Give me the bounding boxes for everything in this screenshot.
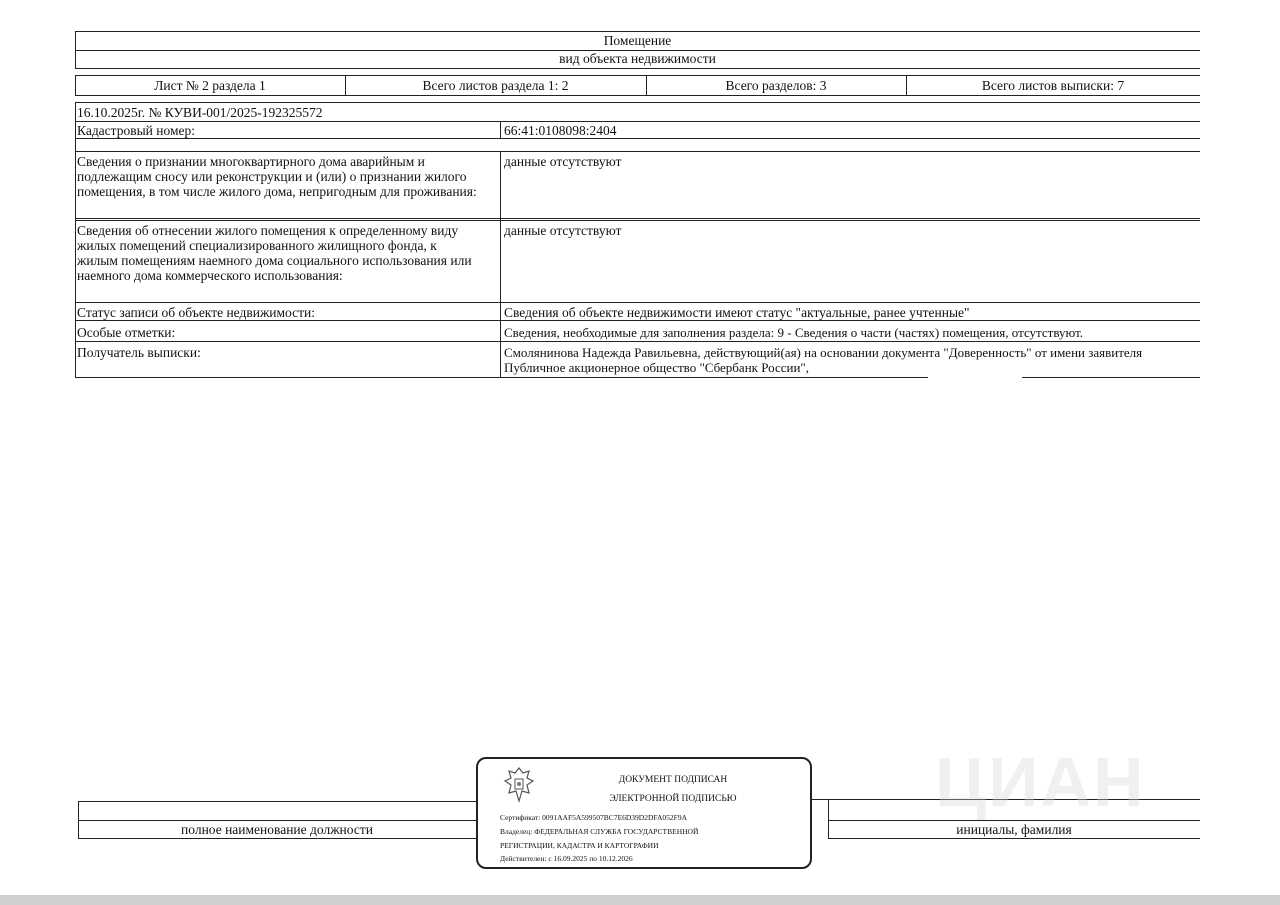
name-caption: инициалы, фамилия <box>956 822 1072 837</box>
specialized-fund-value: данные отсутствуют <box>504 223 622 238</box>
record-status-value: Сведения об объекте недвижимости имеют статус "актуальные, ранее учтенные" <box>504 305 970 320</box>
stamp-owner-line2: РЕГИСТРАЦИИ, КАДАСТРА И КАРТОГРАФИИ <box>500 841 659 850</box>
electronic-signature-stamp <box>476 757 812 869</box>
special-marks-value: Сведения, необходимые для заполнения раздела: 9 - Сведения о части (частях) помещения, отсутствуют. <box>504 325 1084 340</box>
total-sheets-section: Всего листов раздела 1: 2 <box>422 78 569 93</box>
total-sections: Всего разделов: 3 <box>725 78 827 93</box>
cadastral-value: 66:41:0108098:2404 <box>504 123 617 138</box>
cadastral-label: Кадастровый номер: <box>77 123 196 138</box>
watermark-logo: ЦИАН <box>935 743 1146 821</box>
total-sheets-extract: Всего листов выписки: 7 <box>981 78 1125 93</box>
coat-of-arms-icon <box>502 765 536 805</box>
record-status-label: Статус записи об объекте недвижимости: <box>77 305 316 320</box>
emergency-house-label: Сведения о признании многоквартирного дома аварийным и подлежащим сносу или реконструкции и (или) о признании жилого помещения, в том числе жилого дома, непригодным для проживания: <box>77 154 477 199</box>
emergency-house-value: данные отсутствуют <box>504 154 622 169</box>
special-marks-label: Особые отметки: <box>77 325 176 340</box>
stamp-certificate: Сертификат: 0091AAF5A599507BC7E6D39D2DFA052F9A <box>500 813 688 822</box>
stamp-title-line1: ДОКУМЕНТ ПОДПИСАН <box>618 775 728 785</box>
stamp-owner-line1: Владелец: ФЕДЕРАЛЬНАЯ СЛУЖБА ГОСУДАРСТВЕННОЙ <box>500 827 699 836</box>
specialized-fund-label: Сведения об отнесении жилого помещения к определенному виду жилых помещений специализированного жилищного фонда, к жилым помещениям наемного дома социального использования или наемного дома коммерческого использования: <box>77 223 472 283</box>
object-type: Помещение <box>603 33 672 48</box>
scan-edge <box>0 895 1280 905</box>
object-type-caption: вид объекта недвижимости <box>559 51 716 66</box>
extract-number: 16.10.2025г. № КУВИ-001/2025-192325572 <box>77 105 323 120</box>
recipient-value: Смолянинова Надежда Равильевна, действующий(ая) на основании документа "Доверенность" от имени заявителя Публичное акционерное общество "Сбербанк России", <box>504 345 1143 375</box>
recipient-label: Получатель выписки: <box>77 345 201 360</box>
sheet-number: Лист № 2 раздела 1 <box>154 78 266 93</box>
position-caption: полное наименование должности <box>181 822 373 837</box>
stamp-title-line2: ЭЛЕКТРОННОЙ ПОДПИСЬЮ <box>609 794 737 804</box>
stamp-validity: Действителен: с 16.09.2025 по 10.12.2026 <box>500 854 633 863</box>
